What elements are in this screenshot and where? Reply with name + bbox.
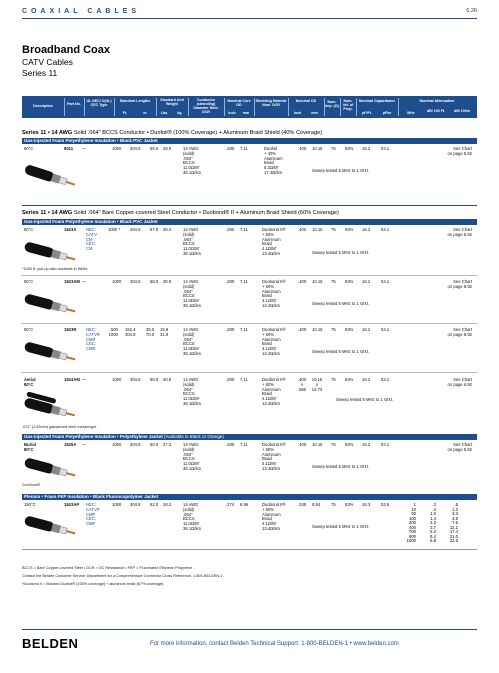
unit-pfft: pF/Ft. [362,111,372,115]
unit-kg: kg [177,111,182,115]
unit-mhz: MHz [407,111,415,115]
impedance: 75 [331,146,336,151]
cable-illustration [22,514,80,540]
od-mm: 10.16 [312,279,323,284]
od-mm: 10.16 [312,146,323,151]
length-ft: 1000 [112,502,122,507]
od-mm: 10.16 [312,327,323,332]
conductor: 14 AWG (solid) .064" BCCS 11.0Ω/M' 36.1Ω/km [183,327,202,356]
col-description: Description [33,104,53,108]
weight-kg: 40.8 [163,377,172,382]
part-number: 1523A [64,227,77,232]
conductor: 14 AWG (solid) .064" BCCS 11.0Ω/M' 36.1Ω/km [183,502,202,531]
row-description: Aerial 80°C [24,377,36,387]
belden-logo: BELDEN [22,636,79,651]
velocity: 83% [345,227,354,232]
shielding: Duobond II® + 60% Aluminum Braid 4.1Ω/M' 13.4Ω/km [262,279,286,308]
shielding: Duobond II® + 60% Aluminum Braid 4.1Ω/M' 13.4Ω/km [262,502,286,531]
cable-illustration [22,292,80,318]
unit-inch2: Inch [293,111,302,115]
cable-illustration [22,240,80,266]
category-label: COAXIAL CABLES [22,8,141,15]
od-in: .400 x .580 [297,377,307,392]
cap-pfft: 16.2 [362,327,371,332]
footnote-contact: Contact the Belden Customer Service Department for a Comprehensive Connector Cross Reference. 1-800-BELDEN-1. [22,574,224,578]
header-rule [22,18,477,19]
sweep-note: Sweep tested 5 MHz to 1 GHz. [312,168,370,173]
sweep-note: Sweep tested 5 MHz to 1 GHz. [336,397,394,402]
core-od-in: .280 [226,279,235,284]
section-2-bar: Gas-injected Foam Polyethylene Insulation • Black PVC Jacket [22,219,477,225]
row-description: 150°C [24,502,36,507]
od-in: .400 [298,442,307,447]
part-number: 1523AP [64,502,80,507]
impedance: 75 [331,502,336,507]
part-number: 1523AM [64,279,80,284]
coreguard-badge: CoreGuard® [22,483,41,487]
attenuation-ref: See Chart on page 6.92 [447,279,472,289]
weight-lbs: 35.0 70.0 [146,327,155,337]
footer-contact: For more information, contact Belden Technical Support: 1-800-BELDEN-1 • www.belden.com [150,641,399,647]
footnote-duobond: *Duobond II = Bonded Duofoil® (100% coverage) + aluminum braid (67% coverage). [22,582,165,586]
col-velocity: Nom. Vel. of Prop. [342,99,354,111]
col-ul: UL NEC/ C(UL) CEC Type [86,99,112,107]
length-ft: 1000 [112,279,122,284]
footer-rule [22,629,477,630]
core-od-mm: 6.96 [240,502,249,507]
od-mm: 10.16 [312,442,323,447]
part-number: 1525A [64,442,77,447]
length-m: 304.8 [130,227,141,232]
weight-lbs: 68.0 [150,279,159,284]
section-1-header: Series 11 • 14 AWG Solid .064" BCCS Conductor • Duofoil® (100% Coverage) + Aluminum Braid Shield (40% Coverage) [22,130,323,136]
section-2-header: Series 11 • 14 AWG Solid .064" Bare Copper-covered Steel Conductor • Duobond® II + Aluminum Braid Shield (60% Coverage) [22,210,339,216]
weight-kg: 30.4 [163,227,172,232]
length-ft: 1000 [112,442,122,447]
impedance: 75 [331,377,336,382]
row-description: 80°C [24,227,34,232]
page-title: Broadband Coax [22,44,111,56]
velocity: 83% [345,502,354,507]
od-in: .400 [298,327,307,332]
sweep-note: Sweep tested 5 MHz to 1 GHz. [312,464,370,469]
cap-pfm: 53.1 [381,442,390,447]
cap-pfft: 16.2 [362,146,371,151]
col-conductor: Conductor (stranding) Diameter Nom. DCR [193,98,219,114]
atten-db100ft: .2 .4 1.0 1.4 2.3 3.7 5.3 6.4 6.9 [430,502,436,544]
length-m: 304.8 [130,146,141,151]
col-shielding: Shielding Material Nom. DCR [255,99,287,107]
impedance: 75 [331,227,336,232]
velocity: 83% [345,442,354,447]
page-header [22,8,477,22]
shielding: Duobond II® + 60% Aluminum Braid 4.1Ω/M' 13.4Ω/km [262,442,286,471]
weight-kg: 30.9 [163,279,172,284]
unit-db100m: dB/ 100m [454,109,470,113]
cap-pfft: 16.3 [362,502,371,507]
length-m: 304.8 [130,377,141,382]
col-weight: Standard Unit Weight [160,98,184,106]
ul-type: — [82,279,87,284]
length-ft: 1000 [112,377,122,382]
attenuation-ref: See Chart on page 6.92 [447,227,472,237]
core-od-in: .280 [226,442,235,447]
cap-pfm: 53.1 [381,227,390,232]
cap-pfm: 53.1 [381,279,390,284]
impedance: 75 [331,442,336,447]
ul-type: NEC: CATVP CMP CEC: CMP [86,502,100,527]
col-impedance: Nom. Imp. (Ω) [325,100,339,108]
weight-kg: 28.2 [163,502,172,507]
series-subtitle: Series 11 [22,68,58,78]
shielding: Duobond II® + 60% Aluminum Braid 4.1Ω/M' 13.4Ω/km [262,227,286,256]
weight-lbs: 90.0 [150,377,159,382]
weight-kg: 15.9 31.8 [160,327,169,337]
core-od-in: .280 [226,227,235,232]
atten-mhz: 1 10 50 100 200 400 700 900 1000 [406,502,416,544]
cable-illustration [22,160,80,194]
core-od-in: .280 [226,146,235,151]
od-mm: 8.84 [312,502,321,507]
unit-mm: mm [242,111,250,115]
core-od-mm: 7.11 [240,327,248,332]
unit-ft: Ft. [122,111,128,115]
od-in: .348 [298,502,307,507]
core-od-in: .280 [226,327,235,332]
conductor: 14 AWG (solid) .064" BCCS 11.0Ω/M' 36.1Ω/km [183,279,202,308]
core-od-mm: 7.11 [240,146,248,151]
part-number: 9011 [64,146,74,151]
row-note: *1000 ft. pull-up also available in White. [22,267,89,271]
cap-pfm: 53.1 [381,377,390,382]
velocity: 83% [345,327,354,332]
cable-illustration [22,340,80,366]
core-od-mm: 7.11 [240,377,248,382]
row-note: .072" (1.83mm) galvanized steel messenger. [22,425,98,429]
impedance: 75 [331,327,336,332]
od-mm: 10.16 [312,227,323,232]
length-m: 304.8 [130,502,141,507]
attenuation-ref: See Chart on page 6.92 [447,327,472,337]
velocity: 83% [345,377,354,382]
cable-illustration [22,455,80,483]
cap-pfft: 16.2 [362,279,371,284]
shielding: Duobond II® + 60% Aluminum Braid 4.1Ω/M' 13.4Ω/km [262,377,286,406]
attenuation-ref: See Chart on page 6.92 [447,377,472,387]
section-1-bar: Gas-injected Foam Polyethylene Insulation • Black PVC Jacket [22,138,477,144]
od-in: .400 [298,146,307,151]
unit-mm2: mm [311,111,318,115]
cap-pfft: 16.2 [362,227,371,232]
conductor: 14 AWG (solid) .064" BCCS 11.0Ω/M' 36.1Ω/km [183,146,202,175]
weight-kg: 27.3 [163,442,172,447]
weight-lbs: 67.0 [150,227,159,232]
unit-db100ft: dB/ 100 Ft. [426,109,446,113]
section-4-bar: Plenum • Foam FEP Insulation • Black Fluorocopolymer Jacket [22,494,477,500]
length-m: 304.8 [130,442,141,447]
od-mm: 10.16 x 14.73 [311,377,323,392]
cap-pfft: 16.2 [362,442,371,447]
od-in: .400 [298,279,307,284]
page-subtitle: CATV Cables [22,57,73,67]
length-ft: 1000 [112,146,122,151]
row-description: Burial 80°C [24,442,36,452]
sweep-note: Sweep tested 5 MHz to 1 GHz. [312,524,370,529]
ul-type: NEC: CATV CM CEC: CM [86,227,97,252]
unit-pfm: pF/m [382,111,392,115]
core-od-mm: 7.11 [240,227,248,232]
footnote-abbrev: BCCS = Bare Copper-covered Steel • DCR = DC Resistance • FEP = Fluorinated Ethylene Propylene [22,566,193,570]
weight-lbs: 62.0 [150,502,159,507]
core-od-in: .280 [226,377,235,382]
weight-lbs: 60.0 [150,442,159,447]
velocity: 83% [345,279,354,284]
shielding: Duofoil + 40% Aluminum Braid 5.3Ω/M' 17.4Ω/km [264,146,283,175]
ul-type: — [82,377,87,382]
conductor: 14 AWG (solid) .064" BCCS 11.0Ω/M' 36.1Ω/km [183,442,202,471]
length-ft: 1000 * [108,227,121,232]
sweep-note: Sweep tested 5 MHz to 1 GHz. [312,250,370,255]
cap-pfft: 16.2 [362,377,371,382]
conductor: 14 AWG (solid) .064" BCCS 11.0Ω/M' 36.1Ω/km [183,227,202,256]
row-description: 80°C [24,327,34,332]
cap-pfm: 53.1 [381,146,390,151]
cap-pfm: 53.1 [381,327,390,332]
atten-db100m: .5 1.3 3.3 4.6 7.5 12.1 17.4 21.0 22.6 [449,502,458,544]
unit-lbs: Lbs. [160,111,169,115]
cap-pfm: 53.5 [381,502,390,507]
conductor: 14 AWG (solid) .064" BCCS 11.0Ω/M' 36.1Ω/km [183,377,202,406]
impedance: 75 [331,279,336,284]
attenuation-ref: See Chart on page 6.92 [447,146,472,156]
section-3-bar: Gas-injected Foam Polyethylene Insulation • Polyethylene Jacket (Available in Black or Orange) [22,434,477,440]
ul-type: NEC: CATVR CMR CEC: CMR [86,327,100,352]
core-od-mm: 7.11 [240,442,248,447]
unit-m: m [143,111,147,115]
part-number: 1523R [64,327,77,332]
shielding: Duobond II® + 60% Aluminum Braid 4.1Ω/M' 13.4Ω/km [262,327,286,356]
od-in: .400 [298,227,307,232]
length-m: 304.8 [130,279,141,284]
sweep-note: Sweep tested 5 MHz to 1 GHz. [312,349,370,354]
col-nominal-od: Nominal OD [295,99,317,103]
length-ft: 500 1000 [108,327,118,337]
col-core-od: Nominal Core OD [227,99,251,107]
length-m: 152.4 304.8 [125,327,136,337]
weight-lbs: 66.0 [150,146,159,151]
sweep-note: Sweep tested 5 MHz to 1 GHz. [312,301,370,306]
table-header [22,96,477,118]
part-number: 1524AM [64,377,80,382]
col-part: Part No. [67,102,81,106]
weight-kg: 29.9 [163,146,172,151]
col-attenuation: Nominal Attenuation [419,99,455,103]
col-std-length: Standard Lengths [119,99,151,103]
row-description: 80°C [24,146,34,151]
unit-inch: Inch [228,111,236,115]
velocity: 83% [345,146,354,151]
page-number: 6.26 [466,8,477,14]
ul-type: — [82,146,87,151]
col-capacitance: Nominal Capacitance [358,99,396,103]
core-od-in: .274 [226,502,235,507]
cable-illustration [22,392,80,424]
core-od-mm: 7.11 [240,279,248,284]
attenuation-ref: See Chart on page 6.92 [447,442,472,452]
row-description: 80°C [24,279,34,284]
ul-type: — [82,442,87,447]
